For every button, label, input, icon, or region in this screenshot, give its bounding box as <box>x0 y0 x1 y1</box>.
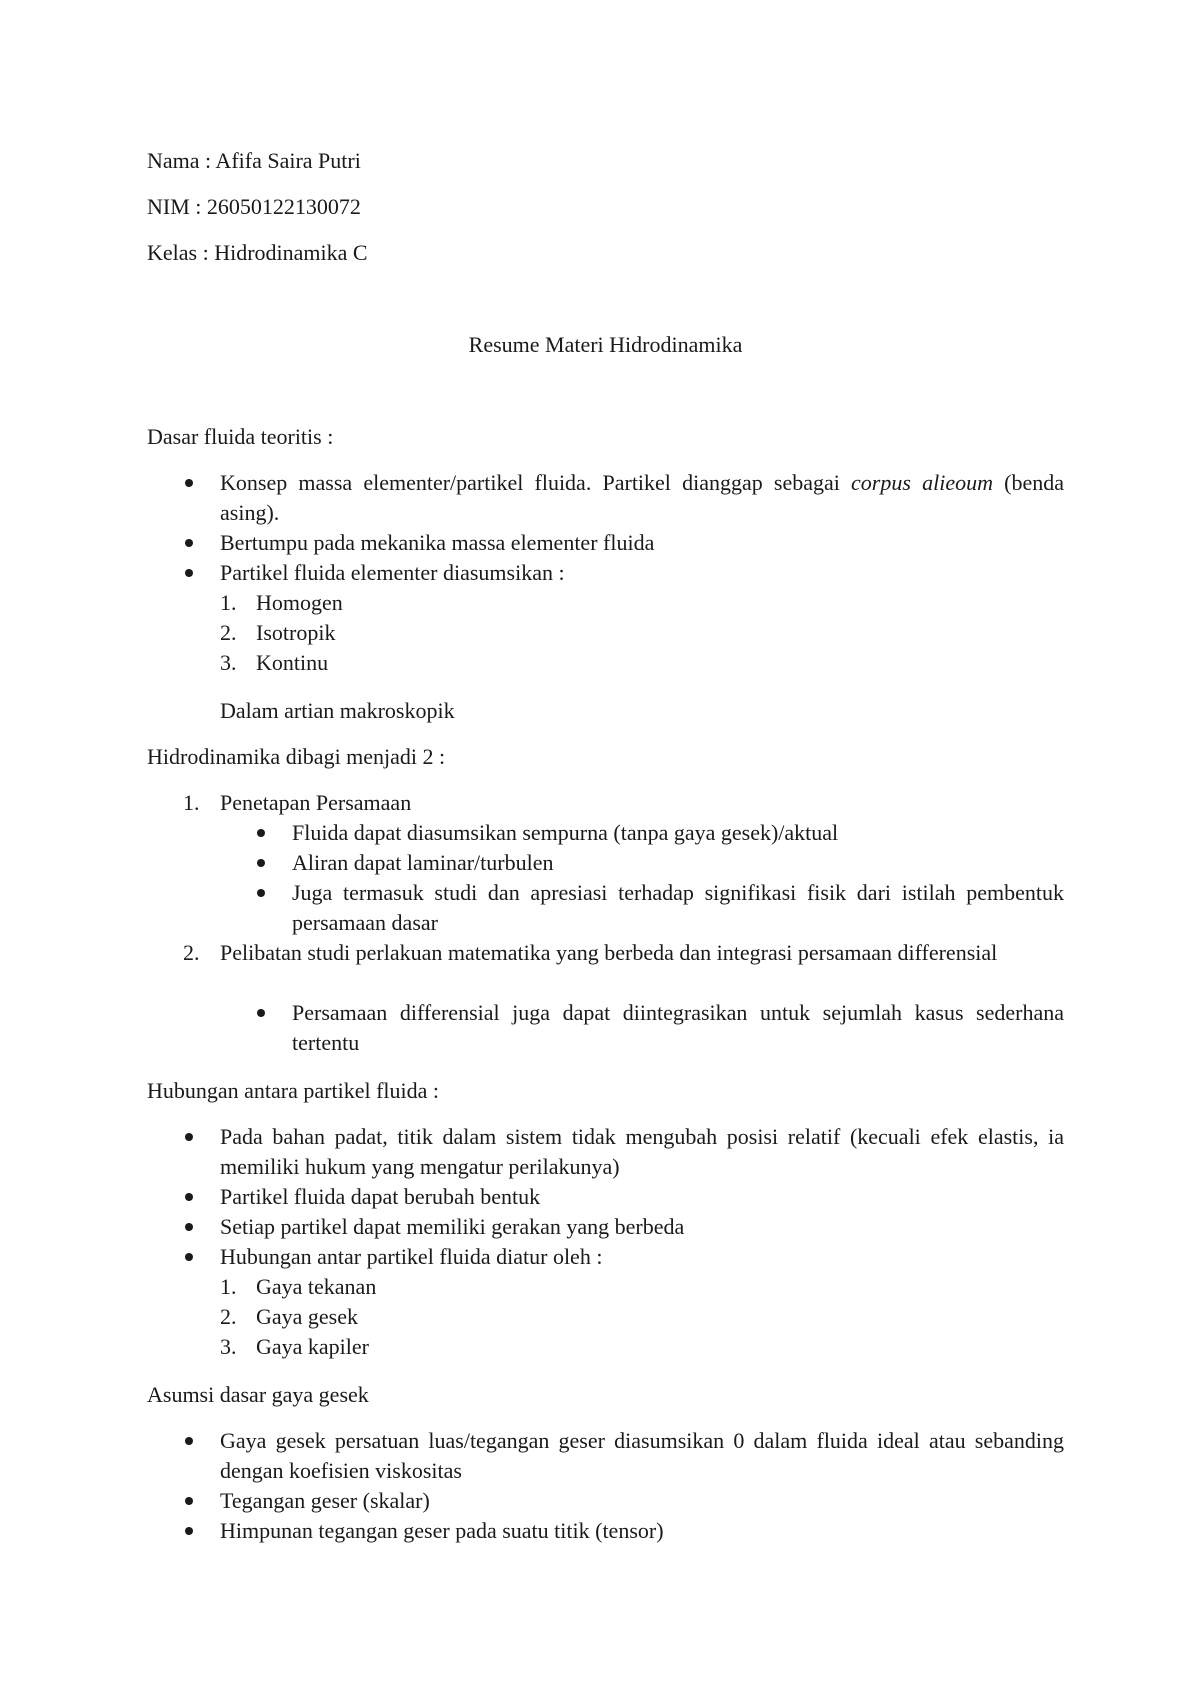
bullet-item <box>220 468 1064 528</box>
bullet-item <box>220 1426 1064 1486</box>
section-heading: Hidrodinamika dibagi menjadi 2 : <box>147 744 446 769</box>
student-name: Nama : Afifa Saira Putri <box>147 148 361 173</box>
student-nim: NIM : 26050122130072 <box>147 194 361 219</box>
bullet-item <box>292 818 1064 848</box>
bullet-item <box>220 1486 1064 1516</box>
numbered-item <box>220 1272 1064 1302</box>
bullet-text: Bertumpu pada mekanika massa elementer fluida <box>220 530 655 555</box>
numbered-item <box>220 1302 1064 1332</box>
bullet-text: Partikel fluida elementer diasumsikan : <box>220 560 565 585</box>
bullet-icon <box>257 889 265 897</box>
bullet-item <box>220 1516 1064 1546</box>
bullet-item <box>292 998 1064 1058</box>
list-number: 3. <box>220 1334 237 1359</box>
bullet-icon <box>185 1133 193 1141</box>
bullet-text: Gaya gesek persatuan luas/tegangan geser diasumsikan 0 dalam fluida ideal atau sebanding dengan koefisien viskositas <box>220 1428 1064 1483</box>
bullet-text: Aliran dapat laminar/turbulen <box>292 850 554 875</box>
list-text: Kontinu <box>256 650 329 675</box>
document-title: Resume Materi Hidrodinamika <box>468 332 743 357</box>
bullet-text: Partikel fluida dapat berubah bentuk <box>220 1184 541 1209</box>
bullet-text: Persamaan differensial juga dapat diintegrasikan untuk sejumlah kasus sederhana tertentu <box>292 1000 1064 1055</box>
numbered-item <box>220 1332 1064 1362</box>
numbered-item <box>220 648 1064 678</box>
bullet-item <box>220 528 1064 558</box>
bullet-text: Pada bahan padat, titik dalam sistem tidak mengubah posisi relatif (kecuali efek elastis, ia memiliki hukum yang mengatur perilakunya) <box>220 1124 1064 1179</box>
list-text: Penetapan Persamaan <box>220 790 412 815</box>
list-text: Homogen <box>256 590 343 615</box>
list-text: Isotropik <box>256 620 336 645</box>
bullet-text: Himpunan tegangan geser pada suatu titik (tensor) <box>220 1518 664 1543</box>
bullet-item <box>220 1122 1064 1182</box>
student-class: Kelas : Hidrodinamika C <box>147 240 368 265</box>
bullet-item <box>220 1182 1064 1212</box>
bullet-item <box>292 878 1064 938</box>
list-text: Pelibatan studi perlakuan matematika yang berbeda dan integrasi persamaan differensial <box>220 940 998 965</box>
bullet-icon <box>257 859 265 867</box>
numbered-item <box>220 618 1064 648</box>
section-heading: Asumsi dasar gaya gesek <box>147 1382 369 1407</box>
bullet-icon <box>185 479 193 487</box>
numbered-item <box>183 938 1064 968</box>
bullet-item <box>220 1212 1064 1242</box>
bullet-icon <box>185 539 193 547</box>
bullet-text: Konsep massa elementer/partikel fluida. Partikel dianggap sebagai corpus alieoum (benda asing). <box>220 470 1065 525</box>
list-number: 1. <box>220 1274 237 1299</box>
bullet-icon <box>185 1253 193 1261</box>
list-text: Gaya tekanan <box>256 1274 377 1299</box>
bullet-icon <box>185 1527 193 1535</box>
list-number: 2. <box>220 1304 237 1329</box>
bullet-item <box>220 558 1064 588</box>
bullet-icon <box>185 1193 193 1201</box>
list-number: 1. <box>183 790 200 815</box>
bullet-icon <box>257 829 265 837</box>
bullet-icon <box>185 1223 193 1231</box>
bullet-text: Setiap partikel dapat memiliki gerakan yang berbeda <box>220 1214 685 1239</box>
bullet-text: Juga termasuk studi dan apresiasi terhadap signifikasi fisik dari istilah pembentuk persamaan dasar <box>292 880 1064 935</box>
bullet-item <box>292 848 1064 878</box>
note-text: Dalam artian makroskopik <box>220 698 455 723</box>
list-number: 2. <box>183 940 200 965</box>
bullet-icon <box>185 1497 193 1505</box>
numbered-item <box>220 588 1064 618</box>
bullet-text: Tegangan geser (skalar) <box>220 1488 430 1513</box>
section-heading: Hubungan antara partikel fluida : <box>147 1078 440 1103</box>
list-text: Gaya kapiler <box>256 1334 369 1359</box>
list-number: 1. <box>220 590 237 615</box>
list-text: Gaya gesek <box>256 1304 359 1329</box>
bullet-text: Hubungan antar partikel fluida diatur oleh : <box>220 1244 603 1269</box>
numbered-item <box>183 788 1064 818</box>
section-heading: Dasar fluida teoritis : <box>147 424 334 449</box>
bullet-item <box>220 1242 1064 1272</box>
list-number: 3. <box>220 650 237 675</box>
bullet-icon <box>185 1437 193 1445</box>
bullet-icon <box>257 1009 265 1017</box>
bullet-text: Fluida dapat diasumsikan sempurna (tanpa gaya gesek)/aktual <box>292 820 839 845</box>
bullet-icon <box>185 569 193 577</box>
italic-term: corpus alieoum <box>851 470 993 495</box>
list-number: 2. <box>220 620 237 645</box>
